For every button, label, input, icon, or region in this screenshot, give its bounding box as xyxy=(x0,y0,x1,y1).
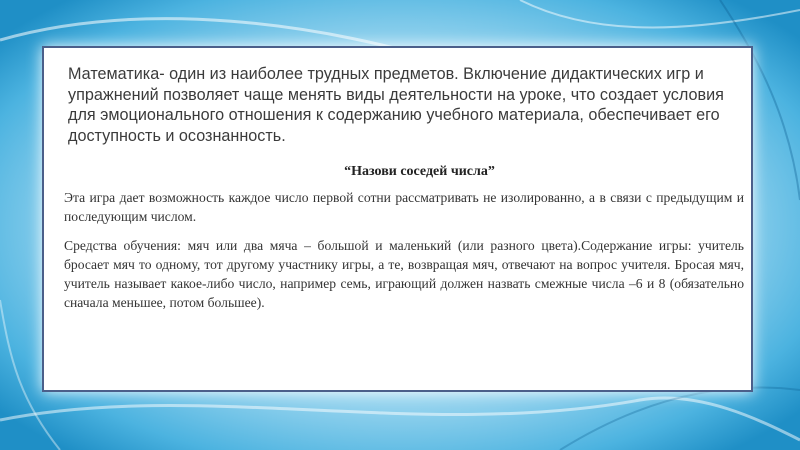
game-title: “Назови соседей числа” xyxy=(344,164,495,179)
game-description-paragraph: Эта игра дает возможность каждое число первой сотни рассматривать не изолированно, а в связи с предыдущим и последующим числом. xyxy=(64,190,744,224)
game-rules-paragraph: Средства обучения: мяч или два мяча – большой и маленький (или разного цвета).Содержание игры: учитель бросает мяч то одному, тот другому участнику игры, а те, возвращая мяч, отвечают на вопрос учителя. Бросая мяч, учитель называет какое-либо число, например семь, играющий должен назвать смежные числа –6 и 8 (обязательно сначала меньшее, потом большее). xyxy=(64,238,744,310)
intro-paragraph: Математика- один из наиболее трудных предметов. Включение дидактических игр и упражнений позволяет чаще менять виды деятельности на уроке, что создает условия для эмоционального отношения к содержанию учебного материала, обеспечивает его доступность и осознанность. xyxy=(68,65,724,145)
